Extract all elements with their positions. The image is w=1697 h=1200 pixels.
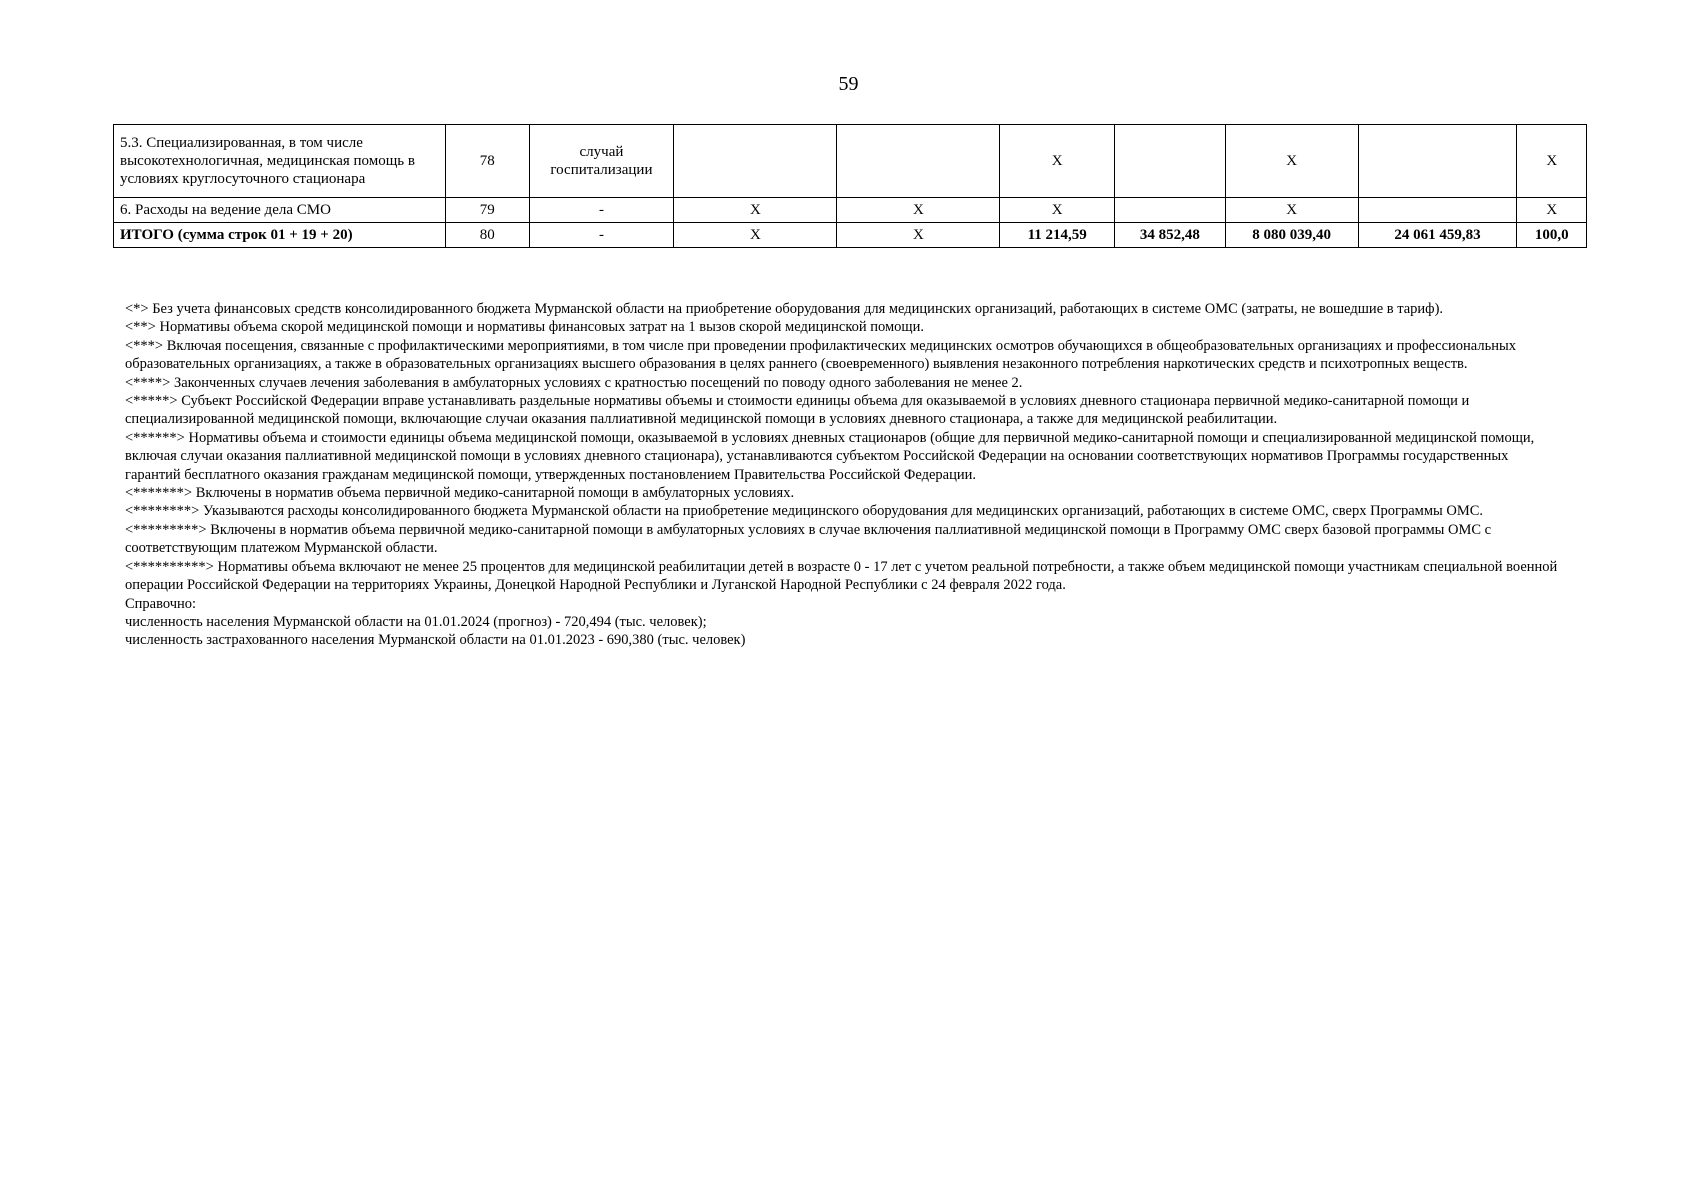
table-cell: 34 852,48 (1115, 223, 1226, 248)
footnote: <*****> Субъект Российской Федерации вправе устанавливать раздельные нормативы объемы и стоимости единицы объема для оказываемой в условиях дневного стационара первичной медико-санитарной помощи и специализированной медицинской помощи, включающие случаи оказания паллиативной медицинской помощи в условиях дневного стационара, а также для медицинской реабилитации. (125, 393, 1470, 428)
footnote: <***> Включая посещения, связанные с профилактическими мероприятиями, в том числе при проведении профилактических медицинских осмотров обучающихся в общеобразовательных организациях и профессиональных образовательных организациях, а также в образовательных организациях высшего образования в целях раннего (своевременного) выявления незаконного потребления наркотических средств и психотропных веществ. (125, 337, 1516, 373)
table-row (114, 198, 1587, 223)
row-code-cell: 79 (446, 198, 530, 223)
table-cell: 8 080 039,40 (1225, 223, 1358, 248)
row-code-cell: 78 (446, 125, 530, 198)
footnote: <*******> Включены в норматив объема первичной медико-санитарной помощи в амбулаторных условиях. (125, 485, 795, 502)
table-cell (1115, 125, 1226, 198)
footnote: <****> Законченных случаев лечения заболевания в амбулаторных условиях с кратностью посещений по поводу одного заболевания не менее 2. (125, 374, 1023, 391)
data-table (113, 124, 1587, 248)
row-name-cell: ИТОГО (сумма строк 01 + 19 + 20) (114, 223, 446, 248)
footnote: <********> Указываются расходы консолидированного бюджета Мурманской области на приобретение медицинского оборудования для медицинских организаций, работающих в системе ОМС, сверх Программы ОМС. (125, 503, 1484, 520)
total-row (114, 223, 1587, 248)
table-cell (1115, 198, 1226, 223)
unit-cell: - (529, 223, 674, 248)
table-cell: 24 061 459,83 (1358, 223, 1517, 248)
page-number: 59 (838, 73, 859, 95)
table-cell: Х (1000, 198, 1115, 223)
unit-cell: случай госпитализации (529, 125, 674, 198)
table-cell: Х (1225, 198, 1358, 223)
footnote: <**> Нормативы объема скорой медицинской помощи и нормативы финансовых затрат на 1 вызов скорой медицинской помощи. (125, 319, 924, 336)
table-cell (1358, 125, 1517, 198)
unit-cell: - (529, 198, 674, 223)
table-cell: 100,0 (1517, 223, 1587, 248)
table-cell: Х (1225, 125, 1358, 198)
footnote: <******> Нормативы объема и стоимости единицы объема медицинской помощи, оказываемой в условиях дневных стационаров (общие для первичной медико-санитарной помощи и специализированной медицинской помощи, включая случаи оказания паллиативной медицинской помощи в условиях дневного стационара), устанавливаются субъектом Российской Федерации на основании соответствующих нормативов Программы государственных гарантий бесплатного оказания гражданам медицинской помощи, утвержденных постановлением Правительства Российской Федерации. (125, 429, 1535, 483)
footnote: <**********> Нормативы объема включают не менее 25 процентов для медицинской реабилитации детей в возрасте 0 - 17 лет с учетом реальной потребности, а также объем медицинской помощи участникам специальной военной операции Российской Федерации на территориях Украины, Донецкой Народной Республики и Луганской Народной Республики с 24 февраля 2022 года. (125, 558, 1558, 594)
table-cell (674, 125, 837, 198)
table-cell: 11 214,59 (1000, 223, 1115, 248)
footnotes (125, 300, 1565, 650)
table-cell (1358, 198, 1517, 223)
table-cell: Х (837, 223, 1000, 248)
table-cell: Х (1517, 198, 1587, 223)
table-cell: Х (1517, 125, 1587, 198)
row-name-cell: 6. Расходы на ведение дела СМО (114, 198, 446, 223)
table-cell: Х (837, 198, 1000, 223)
table-cell: Х (1000, 125, 1115, 198)
table-row (114, 125, 1587, 198)
row-name-cell: 5.3. Специализированная, в том числе высокотехнологичная, медицинская помощь в условиях круглосуточного стационара (114, 125, 446, 198)
reference-line: численность населения Мурманской области на 01.01.2024 (прогноз) - 720,494 (тыс. человек); (125, 613, 707, 630)
table-cell: Х (674, 223, 837, 248)
row-code-cell: 80 (446, 223, 530, 248)
table-cell: Х (674, 198, 837, 223)
footnote: <*> Без учета финансовых средств консолидированного бюджета Мурманской области на приобретение оборудования для медицинских организаций, работающих в системе ОМС (затраты, не вошедшие в тариф). (125, 301, 1444, 317)
reference-label: Справочно: (125, 595, 197, 612)
reference-line: численность застрахованного населения Мурманской области на 01.01.2023 - 690,380 (тыс. человек) (125, 632, 746, 649)
footnote: <*********> Включены в норматив объема первичной медико-санитарной помощи в амбулаторных условиях в случае включения паллиативной медицинской помощи в Программу ОМС сверх базовой программы ОМС с соответствующим платежом Мурманской области. (125, 521, 1492, 557)
table-cell (837, 125, 1000, 198)
